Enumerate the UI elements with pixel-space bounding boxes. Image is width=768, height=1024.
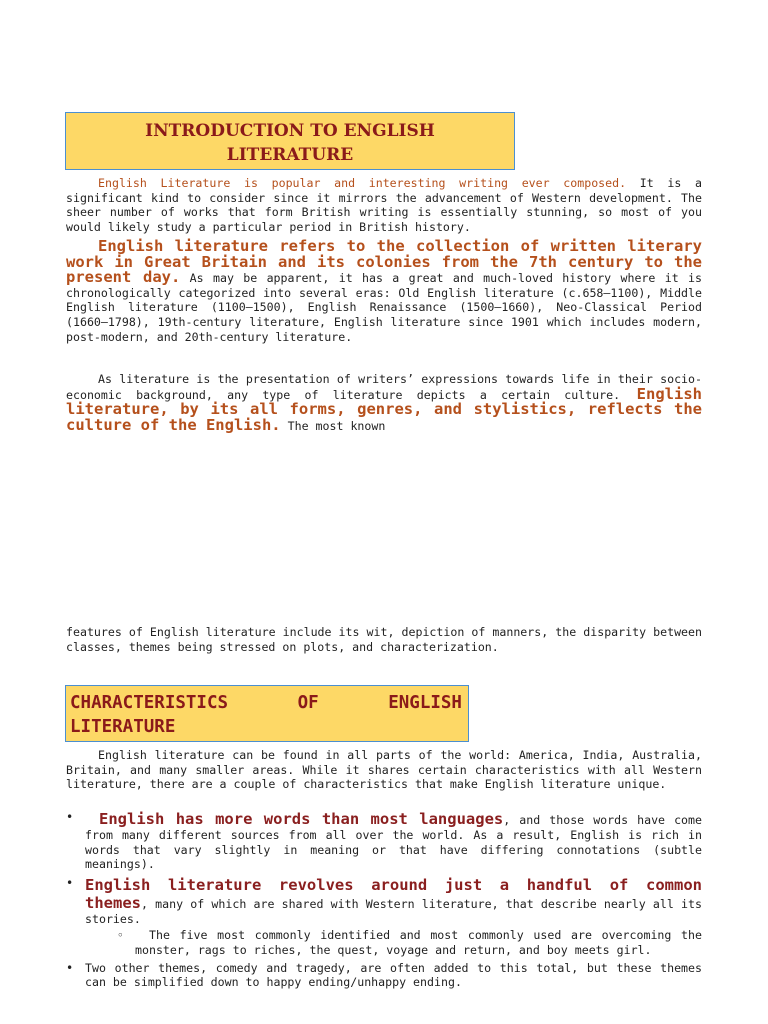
list-item (66, 876, 702, 958)
sub-bullet-text: The five most commonly identified and most commonly used are overcoming the monster, rags to riches, the quest, voyage and return, and boy meets girl. (135, 928, 702, 957)
intro-highlight-1: English Literature is popular and interesting writing ever composed. (98, 176, 627, 190)
title-line-1: INTRODUCTION TO ENGLISH (145, 121, 435, 141)
char-word-1: CHARACTERISTICS (70, 693, 229, 713)
intro-text-2: As may be apparent, it has a great and much-loved history where it is chronologically categorized into several eras: Old English literature (c.658–1100), Middle English literature (1100–1500), English Renaissance (1500–1660), Neo-Classical Period (1660–1798), 19th-century literature, English literature since 1901 which includes modern, post-modern, and 20th-century literature. (66, 271, 702, 344)
bullet-text-1: , and those words have come from many different sources from all over the world. As a result, English is rich in words that vary slightly in meaning or that have differing connotations (subtle meanings). (85, 813, 702, 872)
intro-text-3b: The most known (280, 418, 386, 433)
characteristics-list (66, 810, 702, 990)
characteristics-box (65, 685, 469, 742)
intro-text-1: It is a significant kind to consider since it mirrors the advancement of Western development. The sheer number of works that form British writing is essentially stunning, so most of you would likely study a particular period in British history. (66, 176, 702, 234)
intro-text-4: features of English literature include its wit, depiction of manners, the disparity between classes, themes being stressed on plots, and characterization. (66, 625, 702, 654)
title-line-2: LITERATURE (226, 145, 354, 165)
bullet-text-2: , many of which are shared with Western literature, that describe nearly all its stories. (85, 896, 702, 926)
title-box (65, 112, 515, 170)
intro-paragraph-3 (66, 372, 702, 433)
list-item (66, 810, 702, 872)
bullet-highlight-1: English has more words than most languages (99, 810, 504, 828)
char-word-2: OF (297, 693, 319, 713)
characteristics-paragraph (66, 748, 702, 792)
intro-highlight-2: English literature refers to the collection of written literary work in Great Britain and its colonies from the 7th century to the present day. (66, 237, 702, 287)
characteristics-line-1 (66, 691, 462, 715)
intro-highlight-3: English literature, by its all forms, genres, and stylistics, reflects the culture of the English. (66, 384, 703, 434)
characteristics-line-2: LITERATURE (70, 717, 176, 737)
bullet-highlight-2: English literature revolves around just a handful of common themes (85, 875, 702, 912)
intro-text-3a: As literature is the presentation of writers’ expressions towards life in their socio-economic background, any type of literature depicts a certain culture. (66, 372, 702, 402)
list-item (66, 961, 702, 990)
intro-paragraph-1 (66, 176, 702, 234)
char-word-3: ENGLISH (388, 693, 462, 713)
bullet-text-3: Two other themes, comedy and tragedy, are often added to this total, but these themes can be simplified down to happy ending/unhappy ending. (85, 960, 702, 990)
intro-paragraph-2 (66, 239, 702, 344)
characteristics-text: English literature can be found in all parts of the world: America, India, Australia, Britain, and many smaller areas. While it shares certain characteristics with all Western literature, there are a couple of characteristics that make English literature unique. (66, 748, 702, 792)
sub-list-item (85, 928, 702, 957)
intro-paragraph-4 (66, 625, 702, 654)
